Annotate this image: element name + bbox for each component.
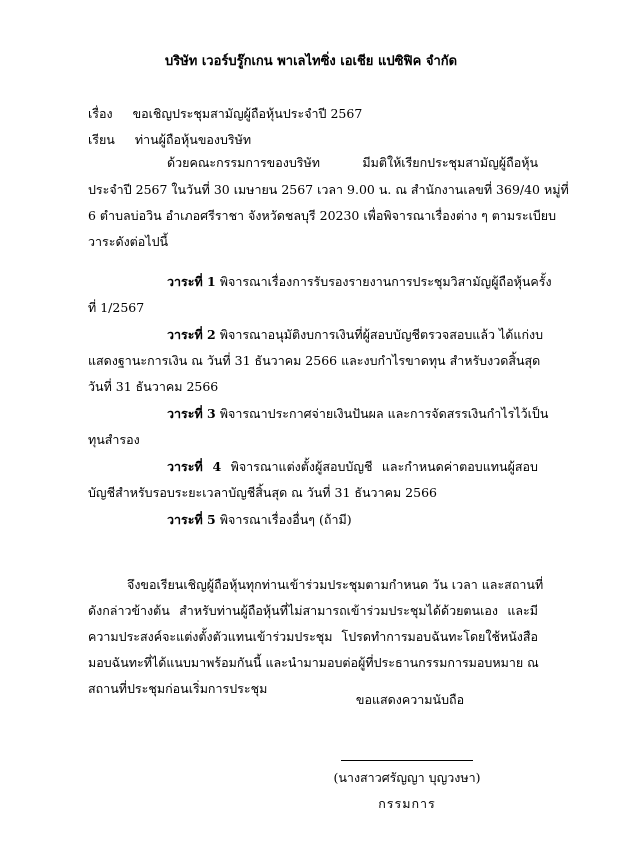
intro-line-3: 6 ตำบลบ่อวิน อำเภอศรีราชา จังหวัดชลบุรี 20230 เพื่อพิจารณาเรื่องต่าง ๆ ตามระเบียบ [88, 208, 557, 223]
to-line [88, 130, 538, 150]
agenda-text: วันที่ 31 ธันวาคม 2566 [88, 379, 219, 394]
subject-text: ขอเชิญประชุมสามัญผู้ถือหุ้นประจำปี 2567 [132, 106, 363, 121]
agenda-label: วาระที่ 1 [167, 274, 216, 289]
company-name: บริษัท เวอร์บรู๊กเกน พาเลไทซิ่ง เอเชีย แปซิฟิค จำกัด [164, 54, 458, 69]
agenda-item-1 [167, 272, 552, 292]
invitation-line-1: จึงขอเรียนเชิญผู้ถือหุ้นทุกท่านเข้าร่วมประชุมตามกำหนด วัน เวลา และสถานที่ [127, 577, 544, 592]
invitation-line-5: สถานที่ประชุมก่อนเริ่มการประชุม [88, 681, 268, 696]
agenda-item-4 [167, 457, 538, 477]
agenda-label: วาระที่ 2 [167, 327, 216, 342]
agenda-item-3 [167, 404, 549, 424]
agenda-text: ที่ 1/2567 [88, 300, 145, 315]
invitation-line-3: ความประสงค์จะแต่งตั้งตัวแทนเข้าร่วมประชุม โปรดทำการมอบฉันทะโดยใช้หนังสือ [88, 629, 538, 644]
agenda-item-2 [167, 325, 544, 345]
agenda-item-5 [167, 510, 538, 530]
agenda-label: วาระที่ 4 [167, 459, 222, 474]
invitation-line-4: มอบฉันทะที่ได้แนบมาพร้อมกันนี้ และนำมามอบต่อผู้ที่ประธานกรรมการมอบหมาย ณ [88, 655, 539, 670]
to-text: ท่านผู้ถือหุ้นของบริษัท [134, 132, 252, 147]
subject-line [88, 104, 538, 124]
agenda-text: บัญชีสำหรับรอบระยะเวลาบัญชีสิ้นสุด ณ วันที่ 31 ธันวาคม 2566 [88, 485, 437, 500]
signer-title: กรรมการ [378, 796, 436, 811]
agenda-text: พิจารณาอนุมัติงบการเงินที่ผู้สอบบัญชีตรวจสอบแล้ว ได้แก่งบ [219, 327, 544, 342]
agenda-label: วาระที่ 3 [167, 406, 216, 421]
to-label: เรียน [88, 132, 115, 147]
intro-line-2: ประจำปี 2567 ในวันที่ 30 เมษายน 2567 เวลา 9.00 น. ณ สำนักงานเลขที่ 369/40 หมู่ที่ [88, 182, 569, 197]
agenda-label: วาระที่ 5 [167, 512, 216, 527]
agenda-text: พิจารณาประกาศจ่ายเงินปันผล และการจัดสรรเงินกำไรไว้เป็น [219, 406, 549, 421]
invitation-line-2: ดังกล่าวข้างต้น สำหรับท่านผู้ถือหุ้นที่ไม่สามารถเข้าร่วมประชุมได้ด้วยตนเอง และมี [88, 603, 538, 618]
agenda-text: ทุนสำรอง [88, 432, 140, 447]
agenda-text: แสดงฐานะการเงิน ณ วันที่ 31 ธันวาคม 2566 และงบกำไรขาดทุน สำหรับงวดสิ้นสุด [88, 353, 541, 368]
intro-line-4: วาระดังต่อไปนี้ [88, 234, 169, 249]
agenda-text: พิจารณาเรื่องอื่นๆ (ถ้ามี) [219, 512, 352, 527]
intro-line-1: ด้วยคณะกรรมการของบริษัท มีมติให้เรียกประชุมสามัญผู้ถือหุ้น [167, 155, 538, 170]
signature-line [341, 760, 473, 761]
closing-text: ขอแสดงความนับถือ [355, 692, 465, 707]
signer-name: (นางสาวศรัญญา บุญวงษา) [333, 770, 481, 785]
agenda-text: พิจารณาแต่งตั้งผู้สอบบัญชี และกำหนดค่าตอบแทนผู้สอบ [230, 459, 538, 474]
agenda-text: พิจารณาเรื่องการรับรองรายงานการประชุมวิสามัญผู้ถือหุ้นครั้ง [219, 274, 552, 289]
subject-label: เรื่อง [88, 106, 113, 121]
